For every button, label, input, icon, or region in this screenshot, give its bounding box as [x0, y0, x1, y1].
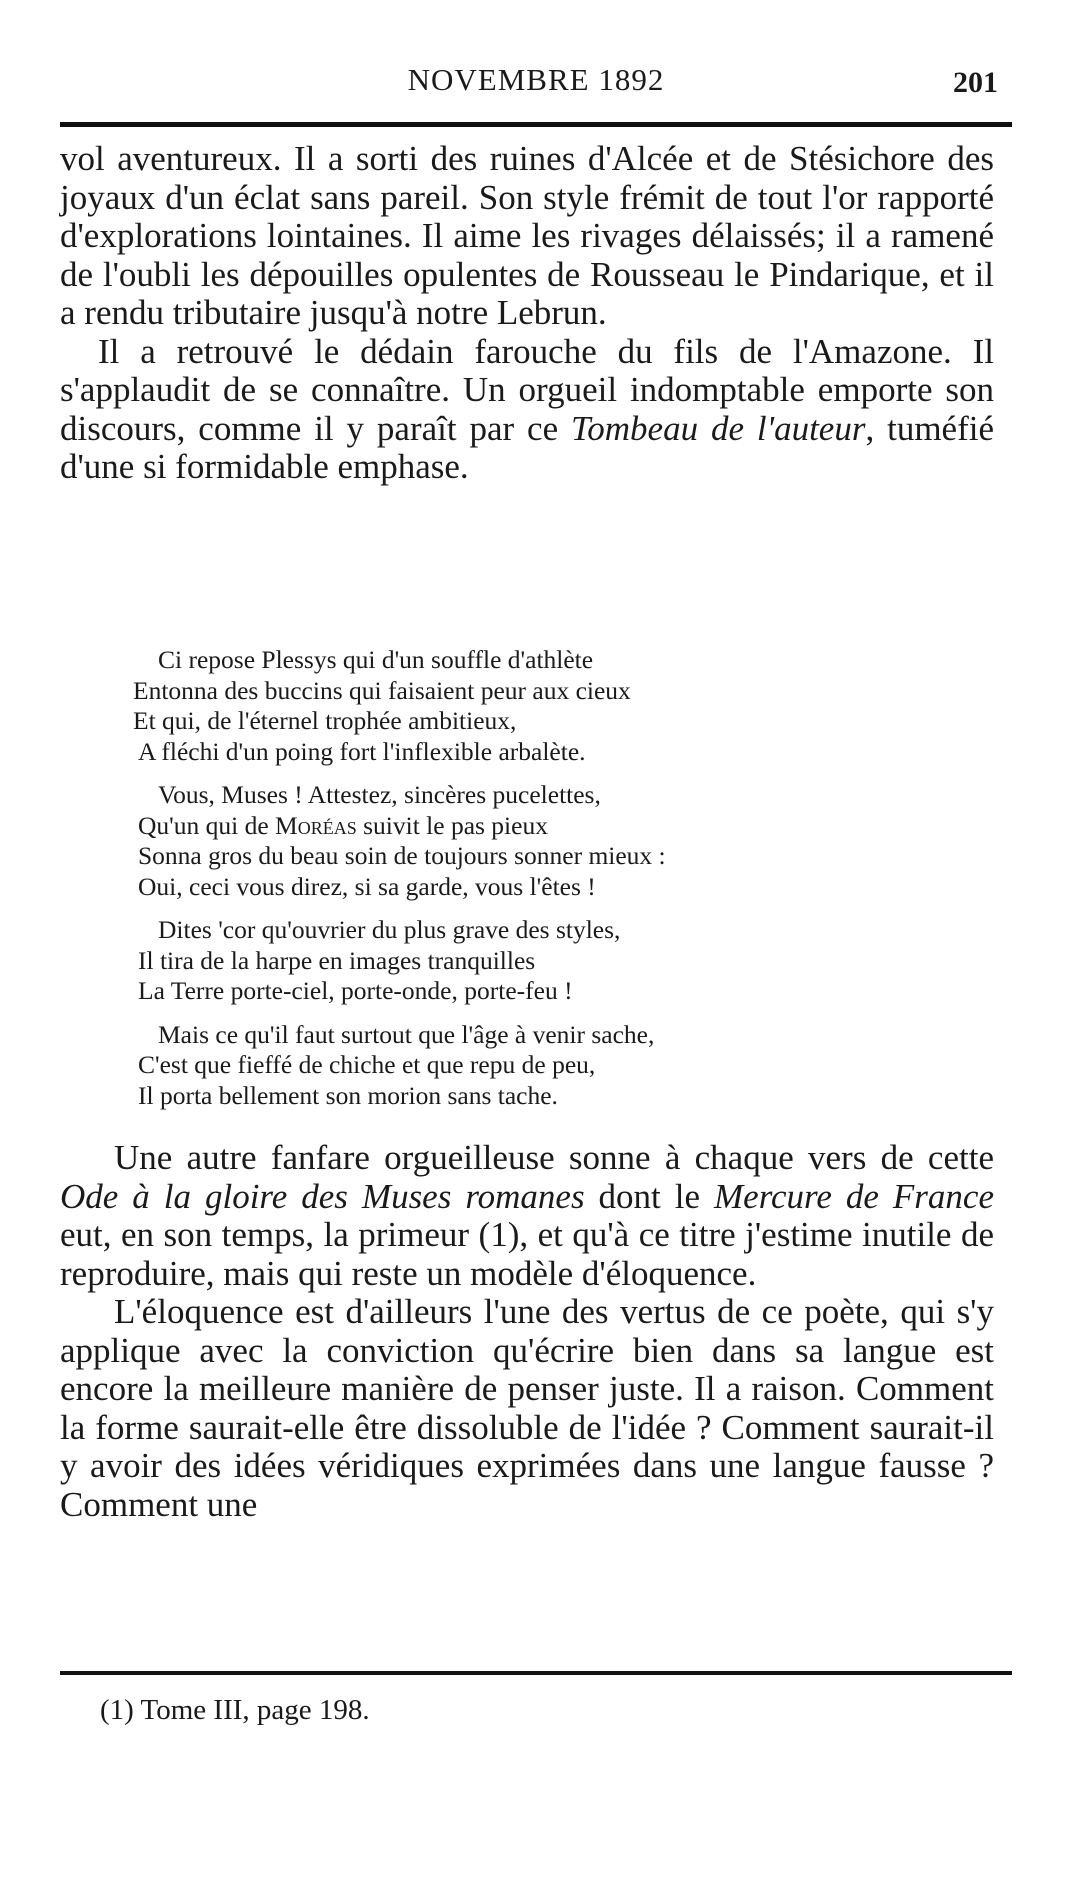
ode-title-italic: Ode à la gloire des Muses romanes — [60, 1176, 585, 1216]
verse-line: Oui, ceci vous direz, si sa garde, vous l'êtes ! — [138, 871, 596, 901]
author-name-smallcaps: Moréas — [275, 810, 357, 840]
stanza-4 — [138, 1020, 666, 1112]
verse-fragment: Qu'un qui de — [138, 810, 276, 840]
running-header — [60, 62, 1012, 112]
verse-line: Vous, Muses ! Attestez, sincères pucelettes, — [158, 780, 601, 809]
paragraph-2-end: , tuméfié d'une si formidable emphase. — [60, 408, 995, 486]
verse-line: Il tira de la harpe en images tranquilles — [138, 945, 536, 975]
body-text-lower — [60, 1139, 994, 1524]
verse-line: C'est que fieffé de chiche et que repu de peu, — [138, 1050, 596, 1079]
page-number: 201 — [953, 66, 998, 99]
verse-line: A fléchi d'un poing fort l'inflexible arbalète. — [138, 736, 586, 766]
verse-line: Entonna des buccins qui faisaient peur aux cieux — [133, 675, 631, 705]
verse-line: Sonna gros du beau soin de toujours sonner mieux : — [138, 841, 666, 870]
stanza-2 — [138, 780, 666, 902]
verse-line — [138, 811, 666, 842]
verse-fragment: suivit le pas pieux — [356, 810, 548, 840]
verse-line: Dites 'cor qu'ouvrier du plus grave des styles, — [158, 915, 621, 944]
body-text-upper — [60, 140, 994, 487]
verse-line: La Terre porte-ciel, porte-onde, porte-feu ! — [138, 976, 573, 1005]
verse-line: Ci repose Plessys qui d'un souffle d'athlète — [158, 645, 594, 674]
verse-line: Mais ce qu'il faut surtout que l'âge à venir sache, — [158, 1019, 655, 1049]
footnote-rule — [60, 1671, 1012, 1675]
paragraph-2 — [60, 333, 994, 487]
poem-title-italic: Tombeau de l'auteur — [571, 408, 866, 448]
stanza-1 — [133, 645, 666, 767]
paragraph-1: vol aventureux. Il a sorti des ruines d'Alcée et de Stésichore des joyaux d'un éclat sans pareil. Son style frémit de tout l'or rapporté d'explorations lointaines. Il aime les rivages délaissés; il a ramené de l'oubli les dépouilles opulentes de Rousseau le Pindarique, et il a rendu tributaire jusqu'à notre Lebrun. — [60, 139, 994, 332]
paragraph-4: L'éloquence est d'ailleurs l'une des vertus de ce poète, qui s'y applique avec la conviction qu'écrire bien dans sa langue est encore la meilleure manière de penser juste. Il a raison. Comment la forme saurait-elle être dissoluble de l'idée ? Comment saurait-il y avoir des idées véridiques exprimées dans une langue fausse ? Comment une — [60, 1292, 994, 1524]
verse-line: Et qui, de l'éternel trophée ambitieux, — [133, 706, 517, 735]
paragraph-3 — [60, 1139, 994, 1293]
header-rule — [60, 122, 1012, 127]
journal-title-italic: Mercure de France — [714, 1176, 994, 1216]
paragraph-3-middle: dont le — [584, 1176, 715, 1216]
footnote: (1) Tome III, page 198. — [100, 1694, 370, 1726]
verse-line: Il porta bellement son morion sans tache. — [138, 1080, 558, 1110]
paragraph-3-end: eut, en son temps, la primeur (1), et qu'à ce titre j'estime inutile de reproduire, mais qui reste un modèle d'éloquence. — [60, 1215, 994, 1293]
paragraph-3-start: Une autre fanfare orgueilleuse sonne à chaque vers de cette — [114, 1138, 994, 1177]
paragraph-2-start: Il a retrouvé le dédain farouche du fils de l'Amazone. Il s'applaudit de se connaître. Un orgueil indomptable emporte son discours, comme il y paraît par ce — [60, 331, 994, 448]
running-title: NOVEMBRE 1892 — [407, 62, 665, 97]
stanza-3 — [138, 915, 666, 1007]
poem — [133, 645, 666, 1124]
